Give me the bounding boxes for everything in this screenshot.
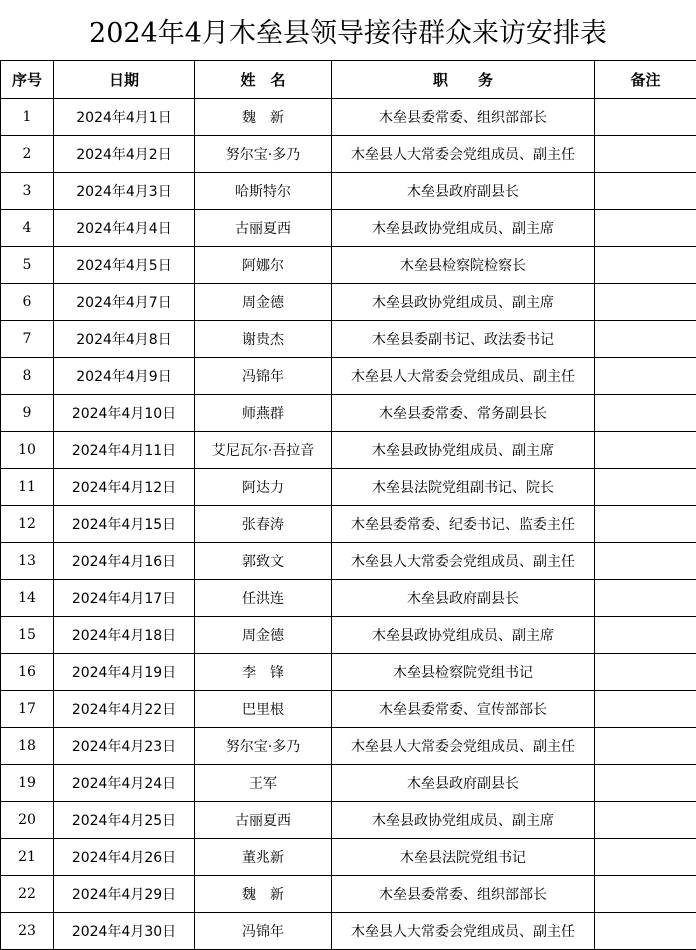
header-seq: 序号 xyxy=(1,61,54,99)
cell-date: 2024年4月16日 xyxy=(54,543,195,580)
cell-position: 木垒县政协党组成员、副主席 xyxy=(332,432,595,469)
cell-position: 木垒县政府副县长 xyxy=(332,765,595,802)
cell-seq: 6 xyxy=(1,284,54,321)
cell-date: 2024年4月25日 xyxy=(54,802,195,839)
cell-name: 周金德 xyxy=(195,617,332,654)
table-row xyxy=(1,469,696,506)
cell-position: 木垒县政府副县长 xyxy=(332,173,595,210)
cell-name: 王军 xyxy=(195,765,332,802)
cell-note xyxy=(595,284,696,321)
cell-note xyxy=(595,728,696,765)
table-row xyxy=(1,136,696,173)
cell-seq: 5 xyxy=(1,247,54,284)
cell-note xyxy=(595,99,696,136)
cell-seq: 20 xyxy=(1,802,54,839)
cell-seq: 18 xyxy=(1,728,54,765)
page-title: 2024年4月木垒县领导接待群众来访安排表 xyxy=(89,17,607,49)
header-date: 日期 xyxy=(54,61,195,99)
cell-name: 冯锦年 xyxy=(195,358,332,395)
cell-note xyxy=(595,580,696,617)
cell-seq: 11 xyxy=(1,469,54,506)
header-name: 姓 名 xyxy=(195,61,332,99)
cell-date: 2024年4月8日 xyxy=(54,321,195,358)
cell-name: 哈斯特尔 xyxy=(195,173,332,210)
table-row xyxy=(1,839,696,876)
table-row xyxy=(1,506,696,543)
table-row xyxy=(1,395,696,432)
cell-note xyxy=(595,136,696,173)
cell-position: 木垒县检察院党组书记 xyxy=(332,654,595,691)
cell-note xyxy=(595,247,696,284)
cell-position: 木垒县委副书记、政法委书记 xyxy=(332,321,595,358)
cell-date: 2024年4月22日 xyxy=(54,691,195,728)
cell-name: 师燕群 xyxy=(195,395,332,432)
cell-note xyxy=(595,617,696,654)
table-row xyxy=(1,728,696,765)
cell-seq: 7 xyxy=(1,321,54,358)
table-row xyxy=(1,913,696,950)
cell-position: 木垒县检察院检察长 xyxy=(332,247,595,284)
cell-seq: 3 xyxy=(1,173,54,210)
cell-position: 木垒县政协党组成员、副主席 xyxy=(332,210,595,247)
cell-date: 2024年4月5日 xyxy=(54,247,195,284)
cell-position: 木垒县政协党组成员、副主席 xyxy=(332,802,595,839)
cell-seq: 10 xyxy=(1,432,54,469)
cell-note xyxy=(595,876,696,913)
cell-date: 2024年4月12日 xyxy=(54,469,195,506)
cell-note xyxy=(595,691,696,728)
cell-position: 木垒县政府副县长 xyxy=(332,580,595,617)
cell-position: 木垒县委常委、宣传部部长 xyxy=(332,691,595,728)
cell-note xyxy=(595,469,696,506)
cell-name: 努尔宝·多乃 xyxy=(195,136,332,173)
cell-note xyxy=(595,395,696,432)
cell-note xyxy=(595,432,696,469)
cell-name: 努尔宝·多乃 xyxy=(195,728,332,765)
table-row xyxy=(1,284,696,321)
table-row xyxy=(1,432,696,469)
header-position: 职 务 xyxy=(332,61,595,99)
cell-position: 木垒县法院党组书记 xyxy=(332,839,595,876)
cell-seq: 16 xyxy=(1,654,54,691)
table-row xyxy=(1,358,696,395)
cell-note xyxy=(595,543,696,580)
cell-seq: 13 xyxy=(1,543,54,580)
cell-date: 2024年4月10日 xyxy=(54,395,195,432)
cell-position: 木垒县政协党组成员、副主席 xyxy=(332,284,595,321)
cell-note xyxy=(595,210,696,247)
cell-note xyxy=(595,913,696,950)
table-row xyxy=(1,99,696,136)
cell-seq: 8 xyxy=(1,358,54,395)
cell-date: 2024年4月18日 xyxy=(54,617,195,654)
cell-position: 木垒县委常委、常务副县长 xyxy=(332,395,595,432)
cell-date: 2024年4月7日 xyxy=(54,284,195,321)
table-row xyxy=(1,543,696,580)
cell-position: 木垒县委常委、组织部部长 xyxy=(332,876,595,913)
cell-name: 郭致文 xyxy=(195,543,332,580)
cell-position: 木垒县人大常委会党组成员、副主任 xyxy=(332,136,595,173)
cell-date: 2024年4月26日 xyxy=(54,839,195,876)
table-row xyxy=(1,210,696,247)
table-row xyxy=(1,691,696,728)
header-note: 备注 xyxy=(595,61,696,99)
cell-seq: 19 xyxy=(1,765,54,802)
cell-date: 2024年4月1日 xyxy=(54,99,195,136)
cell-seq: 9 xyxy=(1,395,54,432)
cell-seq: 15 xyxy=(1,617,54,654)
cell-date: 2024年4月3日 xyxy=(54,173,195,210)
cell-name: 巴里根 xyxy=(195,691,332,728)
cell-date: 2024年4月9日 xyxy=(54,358,195,395)
table-row xyxy=(1,802,696,839)
cell-position: 木垒县人大常委会党组成员、副主任 xyxy=(332,543,595,580)
cell-name: 阿达力 xyxy=(195,469,332,506)
cell-name: 周金德 xyxy=(195,284,332,321)
cell-date: 2024年4月11日 xyxy=(54,432,195,469)
cell-position: 木垒县政协党组成员、副主席 xyxy=(332,617,595,654)
cell-name: 冯锦年 xyxy=(195,913,332,950)
cell-date: 2024年4月19日 xyxy=(54,654,195,691)
cell-name: 阿娜尔 xyxy=(195,247,332,284)
table-row xyxy=(1,876,696,913)
cell-note xyxy=(595,654,696,691)
cell-date: 2024年4月23日 xyxy=(54,728,195,765)
cell-seq: 23 xyxy=(1,913,54,950)
cell-seq: 17 xyxy=(1,691,54,728)
cell-name: 张春涛 xyxy=(195,506,332,543)
cell-date: 2024年4月2日 xyxy=(54,136,195,173)
cell-name: 董兆新 xyxy=(195,839,332,876)
table-body xyxy=(1,99,696,950)
cell-seq: 1 xyxy=(1,99,54,136)
cell-note xyxy=(595,765,696,802)
cell-date: 2024年4月17日 xyxy=(54,580,195,617)
cell-note xyxy=(595,173,696,210)
cell-name: 李 锋 xyxy=(195,654,332,691)
table-row xyxy=(1,580,696,617)
cell-seq: 22 xyxy=(1,876,54,913)
cell-seq: 14 xyxy=(1,580,54,617)
cell-name: 古丽夏西 xyxy=(195,210,332,247)
cell-name: 任洪连 xyxy=(195,580,332,617)
cell-date: 2024年4月24日 xyxy=(54,765,195,802)
table-row xyxy=(1,321,696,358)
table-row xyxy=(1,173,696,210)
table-row xyxy=(1,765,696,802)
cell-name: 谢贵杰 xyxy=(195,321,332,358)
cell-note xyxy=(595,839,696,876)
cell-name: 魏 新 xyxy=(195,876,332,913)
cell-date: 2024年4月29日 xyxy=(54,876,195,913)
cell-name: 魏 新 xyxy=(195,99,332,136)
table-row xyxy=(1,654,696,691)
cell-note xyxy=(595,802,696,839)
cell-position: 木垒县委常委、纪委书记、监委主任 xyxy=(332,506,595,543)
cell-seq: 21 xyxy=(1,839,54,876)
cell-position: 木垒县人大常委会党组成员、副主任 xyxy=(332,358,595,395)
table-row xyxy=(1,247,696,284)
cell-date: 2024年4月15日 xyxy=(54,506,195,543)
cell-position: 木垒县法院党组副书记、院长 xyxy=(332,469,595,506)
cell-seq: 2 xyxy=(1,136,54,173)
schedule-table xyxy=(0,60,696,950)
cell-note xyxy=(595,358,696,395)
cell-seq: 4 xyxy=(1,210,54,247)
cell-date: 2024年4月30日 xyxy=(54,913,195,950)
cell-position: 木垒县人大常委会党组成员、副主任 xyxy=(332,728,595,765)
cell-note xyxy=(595,506,696,543)
cell-date: 2024年4月4日 xyxy=(54,210,195,247)
cell-position: 木垒县人大常委会党组成员、副主任 xyxy=(332,913,595,950)
table-row xyxy=(1,617,696,654)
cell-note xyxy=(595,321,696,358)
cell-position: 木垒县委常委、组织部部长 xyxy=(332,99,595,136)
cell-seq: 12 xyxy=(1,506,54,543)
cell-name: 古丽夏西 xyxy=(195,802,332,839)
header-row xyxy=(1,61,696,99)
cell-name: 艾尼瓦尔·吾拉音 xyxy=(195,432,332,469)
